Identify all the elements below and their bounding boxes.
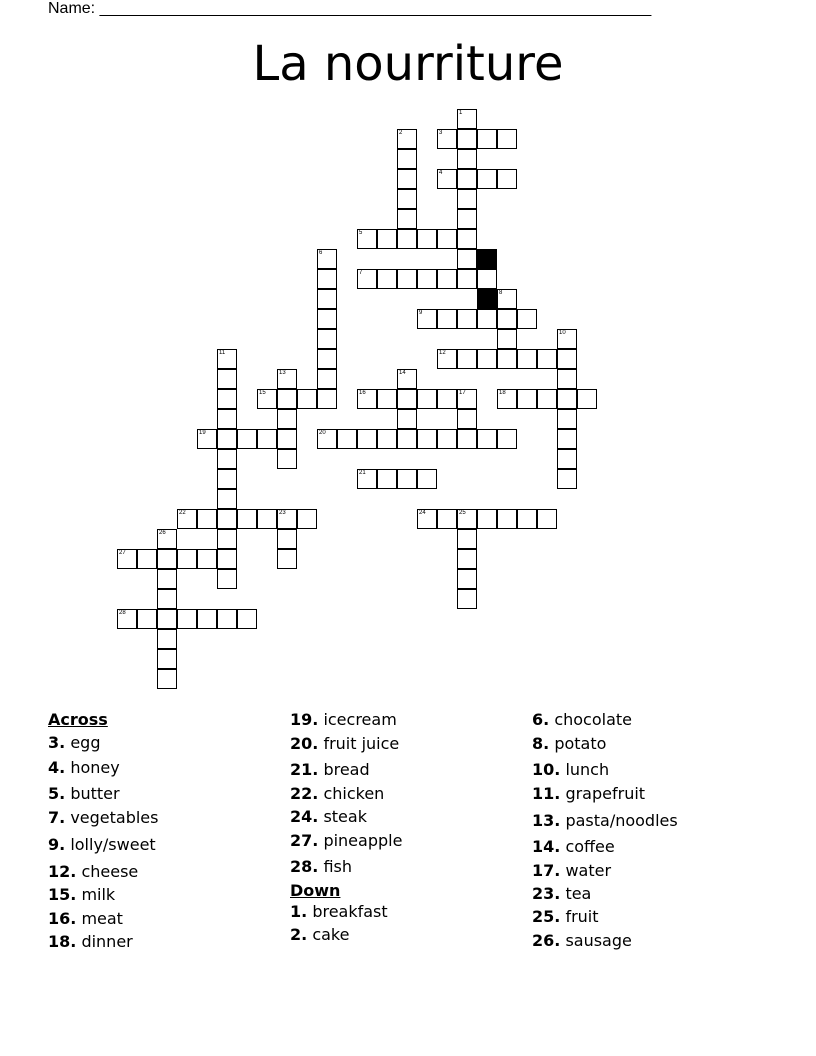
clue-item xyxy=(532,861,611,880)
clue-number: 15 xyxy=(259,390,266,396)
crossword-cell[interactable] xyxy=(397,129,417,149)
crossword-cell[interactable] xyxy=(277,409,297,429)
clue-item-text: sausage xyxy=(565,931,632,950)
crossword-cell[interactable] xyxy=(477,429,497,449)
clue-item xyxy=(48,808,158,827)
clue-number: 26 xyxy=(159,530,166,536)
crossword-cell[interactable] xyxy=(457,589,477,609)
clue-item-number: 6. xyxy=(532,710,550,729)
clue-number: 7 xyxy=(359,270,363,276)
clue-item-text: meat xyxy=(81,909,123,928)
clue-number: 18 xyxy=(499,390,506,396)
crossword-cell[interactable] xyxy=(557,469,577,489)
crossword-cell[interactable] xyxy=(217,569,237,589)
crossword-cell[interactable] xyxy=(217,369,237,389)
crossword-cell[interactable] xyxy=(397,369,417,389)
clue-item xyxy=(532,734,606,753)
clue-item-text: water xyxy=(565,861,612,880)
clue-item xyxy=(290,760,370,779)
crossword-cell[interactable] xyxy=(457,229,477,249)
crossword-cell[interactable] xyxy=(417,469,437,489)
crossword-black-cell xyxy=(477,249,497,269)
crossword-cell[interactable] xyxy=(117,549,137,569)
clue-item-text: pasta/noodles xyxy=(565,811,678,830)
crossword-cell[interactable] xyxy=(197,549,217,569)
clue-item-number: 5. xyxy=(48,784,66,803)
clue-item-number: 1. xyxy=(290,902,308,921)
crossword-cell[interactable] xyxy=(457,309,477,329)
clue-item-text: fruit juice xyxy=(323,734,400,753)
crossword-cell[interactable] xyxy=(357,389,377,409)
crossword-cell[interactable] xyxy=(477,129,497,149)
clue-number: 24 xyxy=(419,510,426,516)
clue-item xyxy=(48,862,138,881)
crossword-cell[interactable] xyxy=(277,369,297,389)
clue-item-text: bread xyxy=(323,760,370,779)
clue-item xyxy=(290,857,352,876)
crossword-cell[interactable] xyxy=(277,449,297,469)
clue-item-number: 19. xyxy=(290,710,319,729)
crossword-cell[interactable] xyxy=(217,509,237,529)
clue-item xyxy=(48,835,156,854)
crossword-cell[interactable] xyxy=(457,389,477,409)
clue-number: 28 xyxy=(119,610,126,616)
clue-number: 21 xyxy=(359,470,366,476)
clue-item xyxy=(48,758,120,777)
clue-item-number: 8. xyxy=(532,734,550,753)
crossword-cell[interactable] xyxy=(537,389,557,409)
crossword-cell[interactable] xyxy=(217,469,237,489)
clue-item-number: 2. xyxy=(290,925,308,944)
clue-item-text: milk xyxy=(81,885,116,904)
crossword-cell[interactable] xyxy=(497,329,517,349)
clue-number: 6 xyxy=(319,250,323,256)
clue-item-number: 11. xyxy=(532,784,561,803)
crossword-cell[interactable] xyxy=(257,429,277,449)
crossword-black-cell xyxy=(477,289,497,309)
crossword-cell[interactable] xyxy=(197,429,217,449)
crossword-cell[interactable] xyxy=(557,409,577,429)
clue-number: 23 xyxy=(279,510,286,516)
clue-item-number: 9. xyxy=(48,835,66,854)
clue-item-text: chocolate xyxy=(554,710,632,729)
crossword-cell[interactable] xyxy=(357,229,377,249)
crossword-cell[interactable] xyxy=(517,509,537,529)
crossword-cell[interactable] xyxy=(437,429,457,449)
crossword-cell[interactable] xyxy=(437,129,457,149)
crossword-cell[interactable] xyxy=(317,269,337,289)
crossword-cell[interactable] xyxy=(497,289,517,309)
crossword-cell[interactable] xyxy=(217,449,237,469)
crossword-cell[interactable] xyxy=(417,309,437,329)
crossword-cell[interactable] xyxy=(417,429,437,449)
crossword-cell[interactable] xyxy=(437,309,457,329)
crossword-cell[interactable] xyxy=(377,469,397,489)
clue-item-text: lolly/sweet xyxy=(70,835,156,854)
clue-item-number: 26. xyxy=(532,931,561,950)
clue-item xyxy=(290,734,399,753)
clue-number: 2 xyxy=(399,130,403,136)
crossword-cell[interactable] xyxy=(277,529,297,549)
crossword-cell[interactable] xyxy=(457,209,477,229)
crossword-cell[interactable] xyxy=(377,229,397,249)
clue-item-text: egg xyxy=(70,733,101,752)
clue-item xyxy=(290,807,367,826)
clue-item-text: chicken xyxy=(323,784,385,803)
crossword-cell[interactable] xyxy=(157,649,177,669)
clue-item-text: breakfast xyxy=(312,902,388,921)
clue-item-text: lunch xyxy=(565,760,610,779)
clue-item xyxy=(48,885,115,904)
clue-item xyxy=(48,909,123,928)
clue-number: 11 xyxy=(219,350,226,356)
crossword-cell[interactable] xyxy=(157,529,177,549)
crossword-cell[interactable] xyxy=(157,589,177,609)
crossword-cell[interactable] xyxy=(397,149,417,169)
crossword-cell[interactable] xyxy=(137,609,157,629)
crossword-cell[interactable] xyxy=(217,409,237,429)
crossword-cell[interactable] xyxy=(117,609,137,629)
clue-item-number: 3. xyxy=(48,733,66,752)
clue-item xyxy=(48,932,133,951)
clue-number: 3 xyxy=(439,130,443,136)
crossword-cell[interactable] xyxy=(317,349,337,369)
clue-item xyxy=(290,784,384,803)
clue-item xyxy=(532,784,645,803)
clue-item xyxy=(290,925,349,944)
clue-item-number: 23. xyxy=(532,884,561,903)
clue-item xyxy=(532,884,591,903)
crossword-cell[interactable] xyxy=(317,389,337,409)
crossword-cell[interactable] xyxy=(297,389,317,409)
crossword-cell[interactable] xyxy=(237,609,257,629)
clue-number: 5 xyxy=(359,230,363,236)
crossword-cell[interactable] xyxy=(557,369,577,389)
crossword-cell[interactable] xyxy=(377,389,397,409)
clue-number: 20 xyxy=(319,430,326,436)
crossword-cell[interactable] xyxy=(317,369,337,389)
clue-item xyxy=(532,907,599,926)
clue-number: 9 xyxy=(419,310,423,316)
crossword-cell[interactable] xyxy=(157,609,177,629)
clue-item-number: 13. xyxy=(532,811,561,830)
clue-item-text: steak xyxy=(323,807,367,826)
crossword-cell[interactable] xyxy=(417,229,437,249)
crossword-cell[interactable] xyxy=(477,309,497,329)
crossword-cell[interactable] xyxy=(217,389,237,409)
crossword-cell[interactable] xyxy=(217,529,237,549)
clue-item xyxy=(532,710,632,729)
crossword-cell[interactable] xyxy=(557,389,577,409)
crossword-cell[interactable] xyxy=(457,109,477,129)
crossword-cell[interactable] xyxy=(357,269,377,289)
crossword-cell[interactable] xyxy=(317,249,337,269)
crossword-cell[interactable] xyxy=(157,549,177,569)
crossword-cell[interactable] xyxy=(557,449,577,469)
clue-number: 1 xyxy=(459,110,463,116)
crossword-cell[interactable] xyxy=(397,209,417,229)
crossword-cell[interactable] xyxy=(437,349,457,369)
clue-item-number: 22. xyxy=(290,784,319,803)
crossword-cell[interactable] xyxy=(317,289,337,309)
crossword-cell[interactable] xyxy=(437,229,457,249)
clue-item-text: vegetables xyxy=(70,808,159,827)
crossword-cell[interactable] xyxy=(317,429,337,449)
clue-item-text: pineapple xyxy=(323,831,403,850)
crossword-cell[interactable] xyxy=(277,429,297,449)
clue-item-number: 20. xyxy=(290,734,319,753)
crossword-cell[interactable] xyxy=(537,509,557,529)
crossword-cell[interactable] xyxy=(457,149,477,169)
crossword-cell[interactable] xyxy=(437,169,457,189)
crossword-cell[interactable] xyxy=(417,389,437,409)
crossword-cell[interactable] xyxy=(497,129,517,149)
clue-item xyxy=(532,837,615,856)
clue-item xyxy=(48,784,120,803)
clue-number: 17 xyxy=(459,390,466,396)
page-title: La nourriture xyxy=(252,36,564,92)
crossword-cell[interactable] xyxy=(357,469,377,489)
crossword-cell[interactable] xyxy=(177,609,197,629)
clue-item-text: coffee xyxy=(565,837,615,856)
clue-item-text: butter xyxy=(70,784,120,803)
crossword-cell[interactable] xyxy=(457,529,477,549)
crossword-cell[interactable] xyxy=(337,429,357,449)
clue-section-heading: Across xyxy=(48,710,108,729)
clue-item-text: honey xyxy=(70,758,120,777)
crossword-cell[interactable] xyxy=(477,269,497,289)
crossword-cell[interactable] xyxy=(497,389,517,409)
crossword-cell[interactable] xyxy=(477,169,497,189)
clue-number: 4 xyxy=(439,170,443,176)
crossword-cell[interactable] xyxy=(477,349,497,369)
clue-number: 8 xyxy=(499,290,503,296)
clue-item xyxy=(532,931,632,950)
clue-item-number: 10. xyxy=(532,760,561,779)
clue-item-number: 18. xyxy=(48,932,77,951)
crossword-cell[interactable] xyxy=(497,429,517,449)
crossword-cell[interactable] xyxy=(377,429,397,449)
crossword-cell[interactable] xyxy=(177,549,197,569)
crossword-cell[interactable] xyxy=(397,429,417,449)
clue-number: 25 xyxy=(459,510,466,516)
crossword-cell[interactable] xyxy=(557,349,577,369)
clue-number: 27 xyxy=(119,550,126,556)
crossword-cell[interactable] xyxy=(497,509,517,529)
clue-item-number: 27. xyxy=(290,831,319,850)
crossword-cell[interactable] xyxy=(237,509,257,529)
crossword-cell[interactable] xyxy=(357,429,377,449)
clue-item-number: 21. xyxy=(290,760,319,779)
clue-number: 12 xyxy=(439,350,446,356)
clue-item-text: dinner xyxy=(81,932,133,951)
clue-item-number: 15. xyxy=(48,885,77,904)
clue-item-number: 14. xyxy=(532,837,561,856)
clue-section-heading: Down xyxy=(290,881,341,900)
crossword-cell[interactable] xyxy=(557,429,577,449)
clue-item xyxy=(48,733,100,752)
clue-item xyxy=(290,710,397,729)
clue-number: 19 xyxy=(199,430,206,436)
crossword-cell[interactable] xyxy=(217,549,237,569)
crossword-cell[interactable] xyxy=(497,169,517,189)
crossword-cell[interactable] xyxy=(457,509,477,529)
crossword-cell[interactable] xyxy=(277,509,297,529)
crossword-cell[interactable] xyxy=(197,609,217,629)
crossword-cell[interactable] xyxy=(397,169,417,189)
clue-item-number: 28. xyxy=(290,857,319,876)
crossword-cell[interactable] xyxy=(177,509,197,529)
clue-item-text: cake xyxy=(312,925,350,944)
crossword-cell[interactable] xyxy=(457,189,477,209)
clue-item xyxy=(532,760,609,779)
crossword-cell[interactable] xyxy=(457,249,477,269)
crossword-cell[interactable] xyxy=(217,489,237,509)
clue-number: 14 xyxy=(399,370,406,376)
clue-item xyxy=(532,811,678,830)
crossword-cell[interactable] xyxy=(457,129,477,149)
crossword-cell[interactable] xyxy=(197,509,217,529)
clue-item-number: 7. xyxy=(48,808,66,827)
crossword-cell[interactable] xyxy=(157,569,177,589)
crossword-cell[interactable] xyxy=(477,509,497,529)
clue-item-text: fruit xyxy=(565,907,599,926)
crossword-cell[interactable] xyxy=(457,269,477,289)
crossword-cell[interactable] xyxy=(217,609,237,629)
clue-item-number: 4. xyxy=(48,758,66,777)
clue-item xyxy=(290,831,402,850)
crossword-cell[interactable] xyxy=(497,309,517,329)
crossword-cell[interactable] xyxy=(417,269,437,289)
clue-number: 22 xyxy=(179,510,186,516)
crossword-cell[interactable] xyxy=(517,389,537,409)
crossword-cell[interactable] xyxy=(257,389,277,409)
clue-number: 10 xyxy=(559,330,566,336)
crossword-cell[interactable] xyxy=(317,309,337,329)
crossword-cell[interactable] xyxy=(557,329,577,349)
crossword-cell[interactable] xyxy=(217,349,237,369)
crossword-cell[interactable] xyxy=(457,549,477,569)
crossword-cell[interactable] xyxy=(257,509,277,529)
clue-item-text: grapefruit xyxy=(565,784,646,803)
crossword-cell[interactable] xyxy=(377,269,397,289)
crossword-cell[interactable] xyxy=(397,469,417,489)
crossword-cell[interactable] xyxy=(397,409,417,429)
crossword-cell[interactable] xyxy=(317,329,337,349)
crossword-cell[interactable] xyxy=(297,509,317,529)
clue-number: 13 xyxy=(279,370,286,376)
crossword-cell[interactable] xyxy=(517,309,537,329)
crossword-cell[interactable] xyxy=(457,429,477,449)
crossword-cell[interactable] xyxy=(157,669,177,689)
clue-item-number: 24. xyxy=(290,807,319,826)
crossword-cell[interactable] xyxy=(457,169,477,189)
crossword-cell[interactable] xyxy=(437,269,457,289)
clue-item-text: icecream xyxy=(323,710,397,729)
clue-number: 16 xyxy=(359,390,366,396)
clue-item-number: 17. xyxy=(532,861,561,880)
crossword-cell[interactable] xyxy=(397,229,417,249)
crossword-cell[interactable] xyxy=(277,389,297,409)
clue-item-text: fish xyxy=(323,857,352,876)
crossword-cell[interactable] xyxy=(497,349,517,369)
clue-item-number: 16. xyxy=(48,909,77,928)
crossword-cell[interactable] xyxy=(457,409,477,429)
crossword-cell[interactable] xyxy=(137,549,157,569)
crossword-cell[interactable] xyxy=(577,389,597,409)
clue-item-text: potato xyxy=(554,734,607,753)
crossword-cell[interactable] xyxy=(437,509,457,529)
crossword-cell[interactable] xyxy=(417,509,437,529)
clue-item-number: 12. xyxy=(48,862,77,881)
clue-item xyxy=(290,902,388,921)
clue-item-number: 25. xyxy=(532,907,561,926)
crossword-cell[interactable] xyxy=(237,429,257,449)
crossword-cell[interactable] xyxy=(517,349,537,369)
crossword-cell[interactable] xyxy=(277,549,297,569)
crossword-cell[interactable] xyxy=(397,189,417,209)
crossword-cell[interactable] xyxy=(537,349,557,369)
name-field-label: Name: ______________________________________________________________ xyxy=(48,0,652,17)
crossword-cell[interactable] xyxy=(397,389,417,409)
crossword-cell[interactable] xyxy=(457,569,477,589)
clue-item-text: tea xyxy=(565,884,592,903)
crossword-cell[interactable] xyxy=(437,389,457,409)
crossword-cell[interactable] xyxy=(157,629,177,649)
crossword-cell[interactable] xyxy=(397,269,417,289)
clue-item-text: cheese xyxy=(81,862,139,881)
crossword-cell[interactable] xyxy=(457,349,477,369)
crossword-cell[interactable] xyxy=(217,429,237,449)
